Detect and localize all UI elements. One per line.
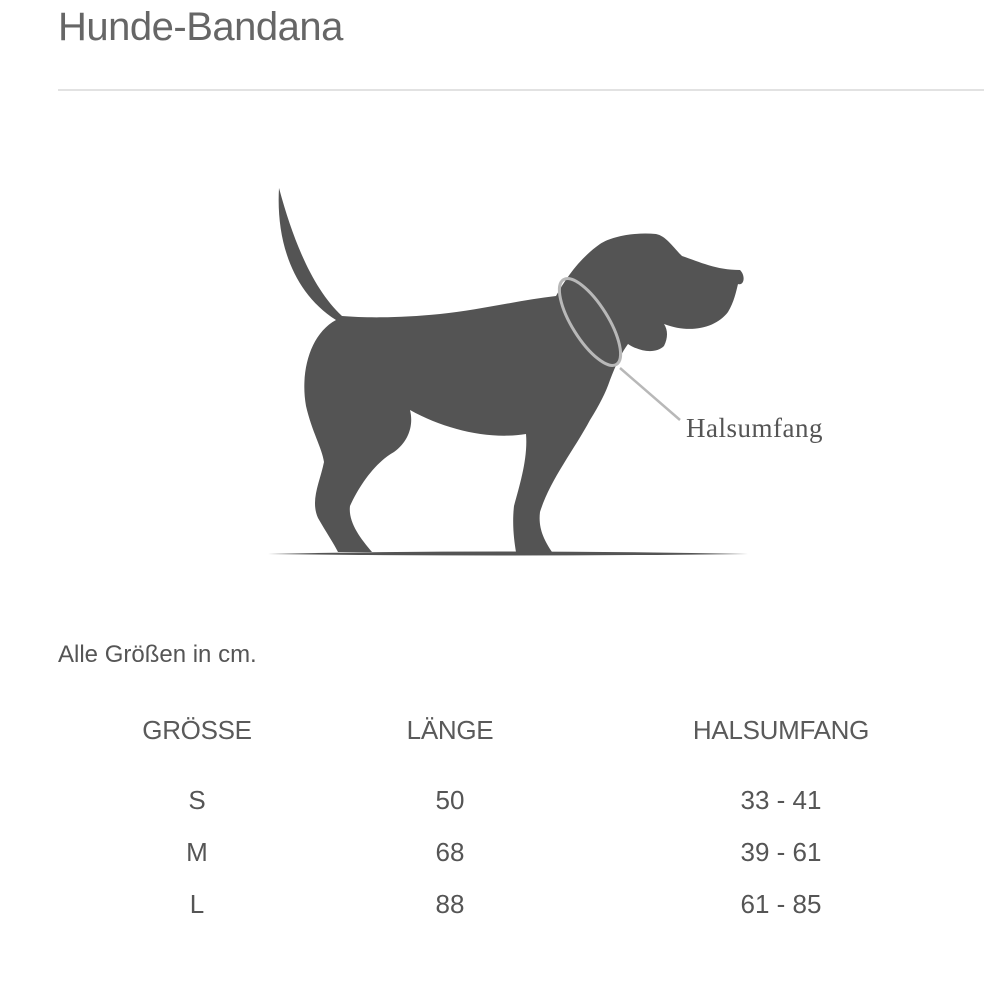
size-table-cell-neck: 39 - 61 xyxy=(740,837,822,867)
units-note: Alle Größen in cm. xyxy=(58,641,257,668)
neck-measure-label: Halsumfang xyxy=(686,413,823,443)
ground-line xyxy=(268,552,748,556)
size-guide-illustration xyxy=(0,150,984,580)
dog-silhouette-icon xyxy=(0,150,984,580)
size-table-cell-length: 88 xyxy=(435,889,465,919)
size-table-cell-size: M xyxy=(186,837,208,867)
title-divider xyxy=(58,89,984,91)
size-table xyxy=(0,700,984,940)
page-title: Hunde-Bandana xyxy=(58,5,343,49)
size-table-cell-size: S xyxy=(188,785,206,815)
size-table-cell-length: 68 xyxy=(435,837,465,867)
size-table-cell-size: L xyxy=(189,889,205,919)
neck-measure-pointer xyxy=(620,368,680,420)
size-table-header-length: LÄNGE xyxy=(406,715,494,745)
size-table-cell-neck: 33 - 41 xyxy=(740,785,822,815)
size-table-cell-neck: 61 - 85 xyxy=(740,889,822,919)
size-table-header-neck: HALSUMFANG xyxy=(692,715,870,745)
size-table-header-size: GRÖSSE xyxy=(142,715,252,745)
size-table-cell-length: 50 xyxy=(435,785,465,815)
dog-body xyxy=(279,188,744,552)
